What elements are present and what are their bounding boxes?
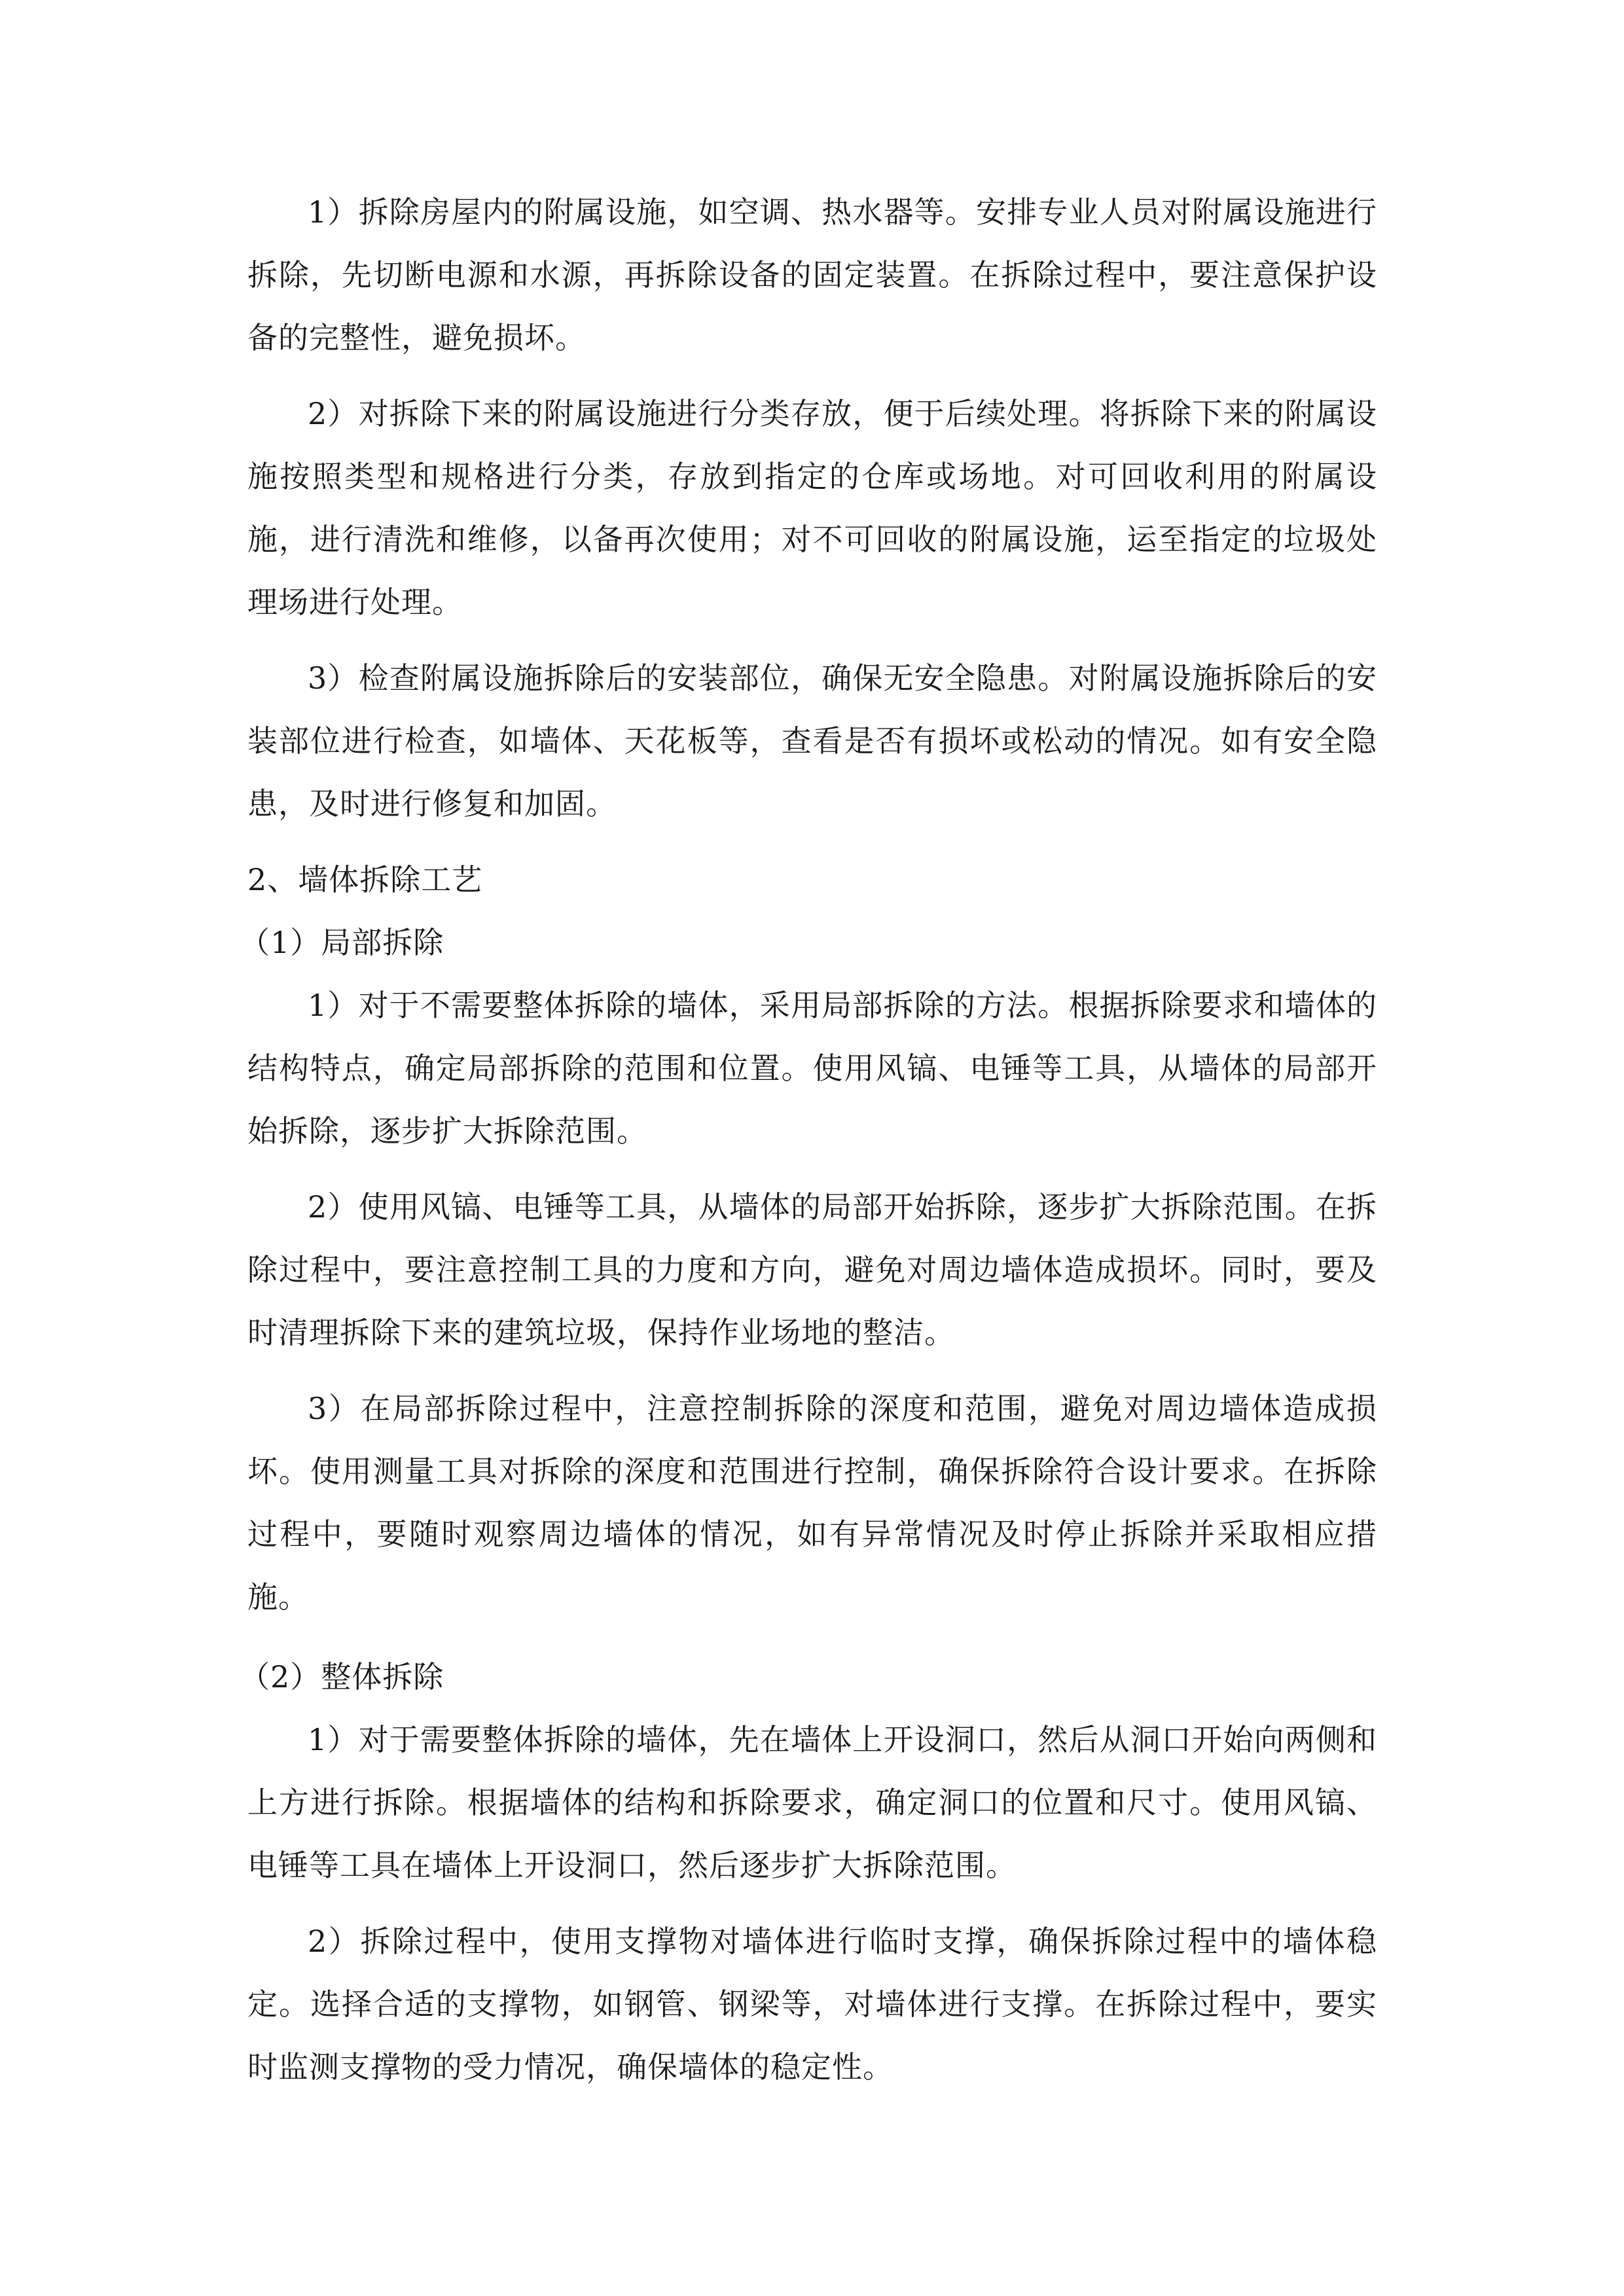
paragraph-facility-removal-3: 3）检查附属设施拆除后的安装部位，确保无安全隐患。对附属设施拆除后的安装部位进行检查，如墙体、天花板等，查看是否有损坏或松动的情况。如有安全隐患，及时进行修复和加固。 bbox=[247, 660, 1377, 821]
section-heading-wall-demolition: 2、墙体拆除工艺 bbox=[247, 862, 483, 897]
paragraph-partial-demolition-1: 1）对于不需要整体拆除的墙体，采用局部拆除的方法。根据拆除要求和墙体的结构特点，确定局部拆除的范围和位置。使用风镐、电锤等工具，从墙体的局部开始拆除，逐步扩大拆除范围。 bbox=[247, 988, 1377, 1149]
subsection-title-full-demolition: （2）整体拆除 bbox=[240, 1659, 444, 1695]
paragraph-full-demolition-2: 2）拆除过程中，使用支撑物对墙体进行临时支撑，确保拆除过程中的墙体稳定。选择合适的支撑物，如钢管、钢梁等，对墙体进行支撑。在拆除过程中，要实时监测支撑物的受力情况，确保墙体的稳定性。 bbox=[247, 1924, 1377, 2085]
paragraph-partial-demolition-2: 2）使用风镐、电锤等工具，从墙体的局部开始拆除，逐步扩大拆除范围。在拆除过程中，要注意控制工具的力度和方向，避免对周边墙体造成损坏。同时，要及时清理拆除下来的建筑垃圾，保持作业场地的整洁。 bbox=[247, 1189, 1377, 1350]
paragraph-facility-removal-1: 1）拆除房屋内的附属设施，如空调、热水器等。安排专业人员对附属设施进行拆除，先切断电源和水源，再拆除设备的固定装置。在拆除过程中，要注意保护设备的完整性，避免损坏。 bbox=[247, 194, 1377, 355]
paragraph-partial-demolition-3: 3）在局部拆除过程中，注意控制拆除的深度和范围，避免对周边墙体造成损坏。使用测量工具对拆除的深度和范围进行控制，确保拆除符合设计要求。在拆除过程中，要随时观察周边墙体的情况，如有异常情况及时停止拆除并采取相应措施。 bbox=[247, 1391, 1377, 1615]
document-body bbox=[240, 181, 1377, 2111]
paragraph-facility-removal-2: 2）对拆除下来的附属设施进行分类存放，便于后续处理。将拆除下来的附属设施按照类型和规格进行分类，存放到指定的仓库或场地。对可回收利用的附属设施，进行清洗和维修，以备再次使用；对不可回收的附属设施，运至指定的垃圾处理场进行处理。 bbox=[247, 396, 1377, 620]
subsection-title-partial-demolition: （1）局部拆除 bbox=[240, 925, 444, 960]
paragraph-full-demolition-1: 1）对于需要整体拆除的墙体，先在墙体上开设洞口，然后从洞口开始向两侧和上方进行拆除。根据墙体的结构和拆除要求，确定洞口的位置和尺寸。使用风镐、电锤等工具在墙体上开设洞口，然后逐步扩大拆除范围。 bbox=[247, 1722, 1377, 1883]
